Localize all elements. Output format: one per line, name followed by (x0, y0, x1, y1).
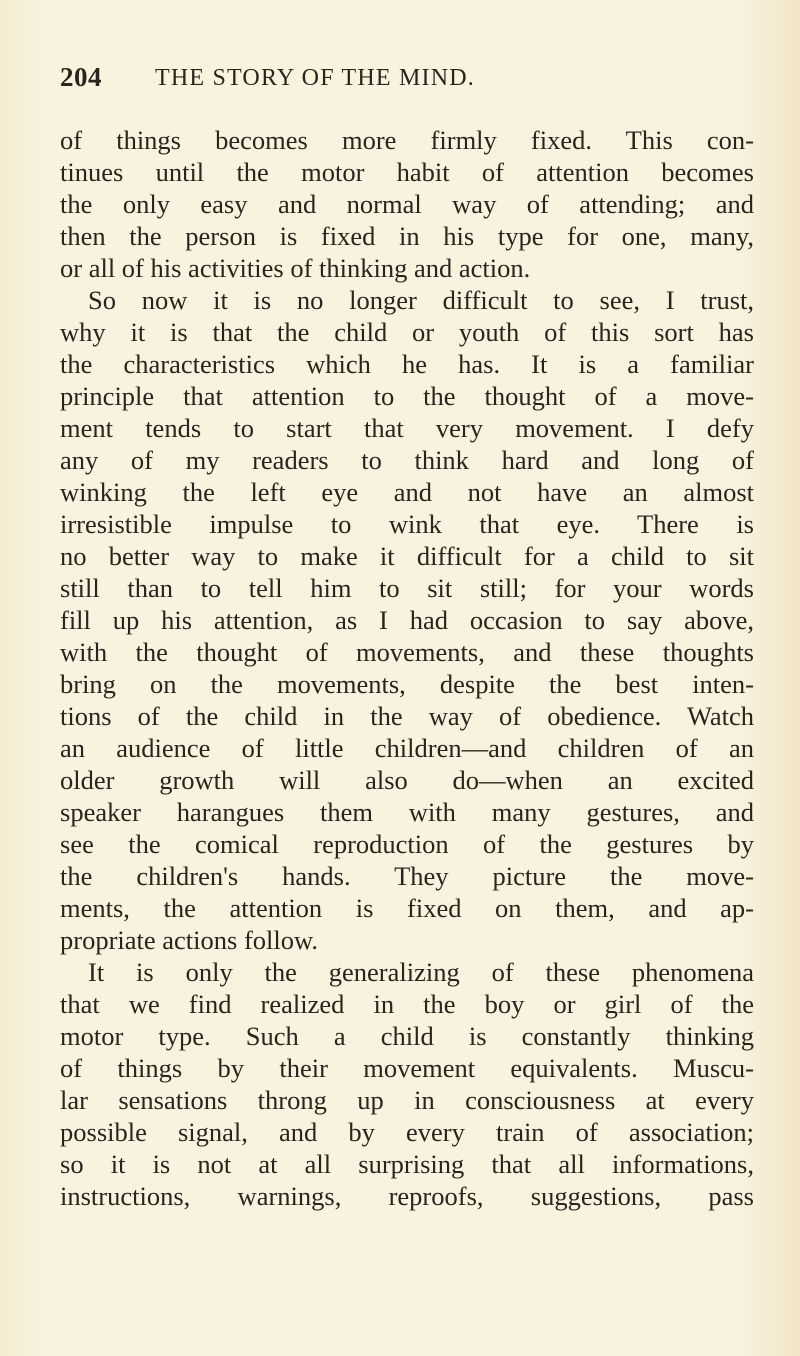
text-line: older growth will also do—when an excited (60, 765, 754, 795)
text-line: any of my readers to think hard and long of (60, 445, 754, 475)
text-line: no better way to make it difficult for a child to sit (60, 541, 754, 571)
text-line: propriate actions follow. (60, 925, 319, 955)
text-line: that we find realized in the boy or girl of the (60, 989, 754, 1019)
text-line: so it is not at all surprising that all informations, (60, 1149, 754, 1179)
text-line: principle that attention to the thought of a move- (60, 381, 754, 411)
text-line: ment tends to start that very movement. I defy (60, 413, 754, 443)
running-title: THE STORY OF THE MIND. (155, 65, 475, 91)
text-line: tinues until the motor habit of attention becomes (60, 157, 754, 187)
text-line: instructions, warnings, reproofs, suggestions, pass (60, 1181, 754, 1211)
text-line: then the person is fixed in his type for one, many, (60, 221, 754, 251)
text-line: speaker harangues them with many gestures, and (60, 797, 754, 827)
page-number: 204 (60, 62, 102, 92)
text-line: the only easy and normal way of attending; and (60, 189, 754, 219)
text-line: ments, the attention is fixed on them, and ap- (60, 893, 754, 923)
page-header (60, 62, 760, 96)
text-line: the children's hands. They picture the move- (60, 861, 754, 891)
text-line: fill up his attention, as I had occasion to say above, (60, 605, 754, 635)
text-line: lar sensations throng up in consciousness at every (60, 1085, 754, 1115)
text-line: why it is that the child or youth of this sort has (60, 317, 754, 347)
text-line: motor type. Such a child is constantly thinking (60, 1021, 754, 1051)
text-line: with the thought of movements, and these thoughts (60, 637, 754, 667)
text-line: bring on the movements, despite the best inten- (60, 669, 754, 699)
text-line: an audience of little children—and children of an (60, 733, 754, 763)
text-line: winking the left eye and not have an almost (60, 477, 754, 507)
text-line: the characteristics which he has. It is a familiar (60, 349, 754, 379)
text-line: see the comical reproduction of the gestures by (60, 829, 754, 859)
text-line: of things by their movement equivalents. Muscu- (60, 1053, 754, 1083)
body-text (60, 124, 754, 1212)
text-line: So now it is no longer difficult to see, I trust, (88, 285, 754, 315)
text-line: tions of the child in the way of obedience. Watch (60, 701, 754, 731)
text-line: still than to tell him to sit still; for your words (60, 573, 754, 603)
text-line: irresistible impulse to wink that eye. There is (60, 509, 754, 539)
text-line: possible signal, and by every train of association; (60, 1117, 754, 1147)
text-line: of things becomes more firmly fixed. This con- (60, 125, 754, 155)
text-line: or all of his activities of thinking and action. (60, 253, 531, 283)
text-line: It is only the generalizing of these phenomena (88, 957, 754, 987)
